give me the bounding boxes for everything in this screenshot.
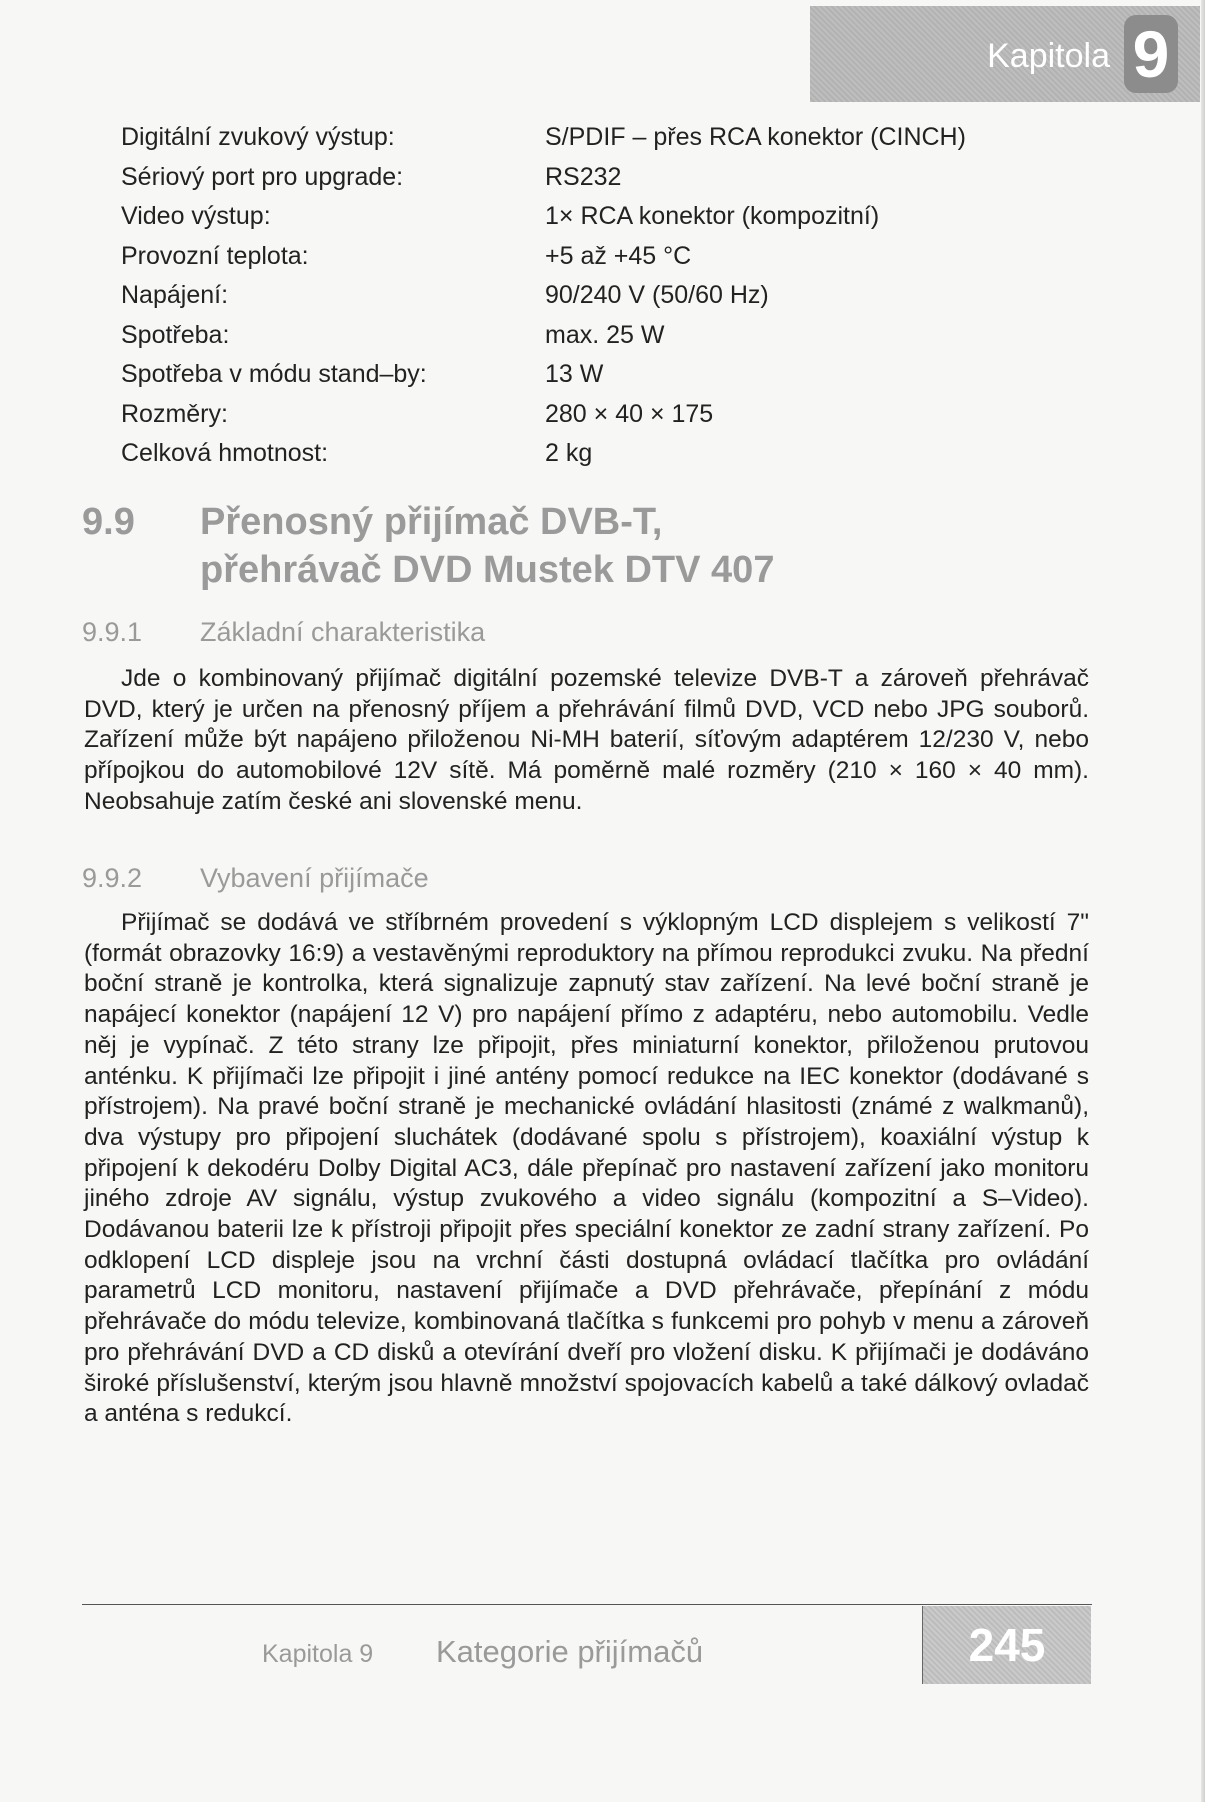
page-number: 245 [968, 1619, 1046, 1671]
spec-value: 280 × 40 × 175 [545, 399, 714, 428]
footer-title: Kategorie přijímačů [436, 1634, 704, 1669]
footer-divider [82, 1604, 1092, 1605]
spec-row [0, 355, 1205, 395]
spec-label: Digitální zvukový výstup: [121, 123, 395, 151]
spec-row [0, 276, 1205, 316]
spec-label: Video výstup: [121, 202, 271, 230]
spec-row [0, 197, 1205, 237]
spec-row [0, 158, 1205, 198]
spec-row [0, 237, 1205, 277]
subsection-title: Základní charakteristika [200, 617, 486, 647]
spec-value: 1× RCA konektor (kompozitní) [545, 202, 880, 230]
spec-value: S/PDIF – přes RCA konektor (CINCH) [545, 123, 966, 151]
spec-label: Spotřeba v módu stand–by: [121, 360, 427, 388]
spec-label: Napájení: [121, 281, 229, 309]
spec-value: max. 25 W [545, 320, 665, 349]
spec-value: +5 až +45 °C [545, 241, 692, 270]
chapter-tab-number: 9 [1124, 15, 1178, 93]
spec-label: Rozměry: [121, 399, 228, 428]
spec-label: Provozní teplota: [121, 241, 309, 270]
spec-row [0, 316, 1205, 356]
subsection-title: Vybavení přijímače [200, 863, 429, 893]
spec-row [0, 118, 1205, 158]
paragraph-receiver-equipment: Přijímač se dodává ve stříbrném provedení s výklopným LCD displejem s velikostí 7" (formát obrazovky 16:9) a vestavěnými reproduktory na přímou reprodukci zvuku. Na přední boční straně je kontrolka, která signalizuje zapnutý stav zařízení. Na levé boční straně je napájecí konektor (napájení 12 V) pro napájení přímo z adaptéru, nebo automobilu. Vedle něj je vypínač. Z této strany lze připojit, přes miniaturní konektor, přiloženou prutovou anténku. K přijímači lze připojit i jiné antény pomocí redukce na IEC konektor (dodávané s přístrojem). Na pravé boční straně je mechanické ovládání hlasitosti (známé z walkmanů), dva výstupy pro připojení sluchátek (dodávané spolu s přístrojem), koaxiální výstup k připojení k dekodéru Dolby Digital AC3, dále přepínač pro nastavení zařízení jako monitoru jiného zdroje AV signálu, výstup zvukového a video signálu (kompozitní a S–Video). Dodávanou baterii lze k přístroji připojit přes speciální konektor ze zadní strany zařízení. Po odklopení LCD displeje jsou na vrchní části dostupná ovládací tlačítka pro ovládání parametrů LCD monitoru, nastavení přijímače a DVD přehrávače, přepínání z módu přehrávače do módu televize, kombinovaná tlačítka s funkcemi pro pohyb v menu a zároveň pro přehrávání DVD a CD disků a otevírání dveří pro vložení disku. K přijímači je dodáváno široké příslušenství, kterým jsou hlavně množství spojovacích kabelů a také dálkový ovladač a anténa s redukcí. [84, 909, 1089, 1428]
chapter-tab-label: Kapitola [987, 36, 1110, 75]
chapter-tab [810, 6, 1200, 102]
section-number: 9.9 [82, 501, 135, 543]
footer-chapter: Kapitola 9 [262, 1640, 374, 1668]
subsection-number: 9.9.1 [82, 617, 143, 647]
paragraph-basic-characteristics: Jde o kombinovaný přijímač digitální pozemské televize DVB-T a zároveň přehrávač DVD, který je určen na přenosný příjem a přehrávání filmů DVD, VCD nebo JPG souborů. Zařízení může být napájeno přiloženou Ni-MH baterií, síťovým adaptérem 12/230 V, nebo přípojkou do automobilové 12V sítě. Má poměrně malé rozměry (210 × 160 × 40 mm). Neobsahuje zatím české ani slovenské menu. [84, 665, 1089, 815]
spec-row [0, 395, 1205, 435]
section-title-line2: přehrávač DVD Mustek DTV 407 [200, 549, 775, 591]
spec-label: Celková hmotnost: [121, 439, 329, 467]
spec-label: Spotřeba: [121, 320, 230, 349]
spec-row [0, 434, 1205, 474]
page-number-box [922, 1606, 1091, 1684]
subsection-number: 9.9.2 [82, 863, 143, 893]
spec-value: 13 W [545, 360, 604, 388]
spec-label: Sériový port pro upgrade: [121, 162, 404, 191]
spec-list [0, 118, 1205, 474]
spec-value: 2 kg [545, 439, 593, 467]
section-title-line1: Přenosný přijímač DVB-T, [200, 501, 663, 543]
spec-value: RS232 [545, 162, 622, 191]
spec-value: 90/240 V (50/60 Hz) [545, 281, 769, 309]
